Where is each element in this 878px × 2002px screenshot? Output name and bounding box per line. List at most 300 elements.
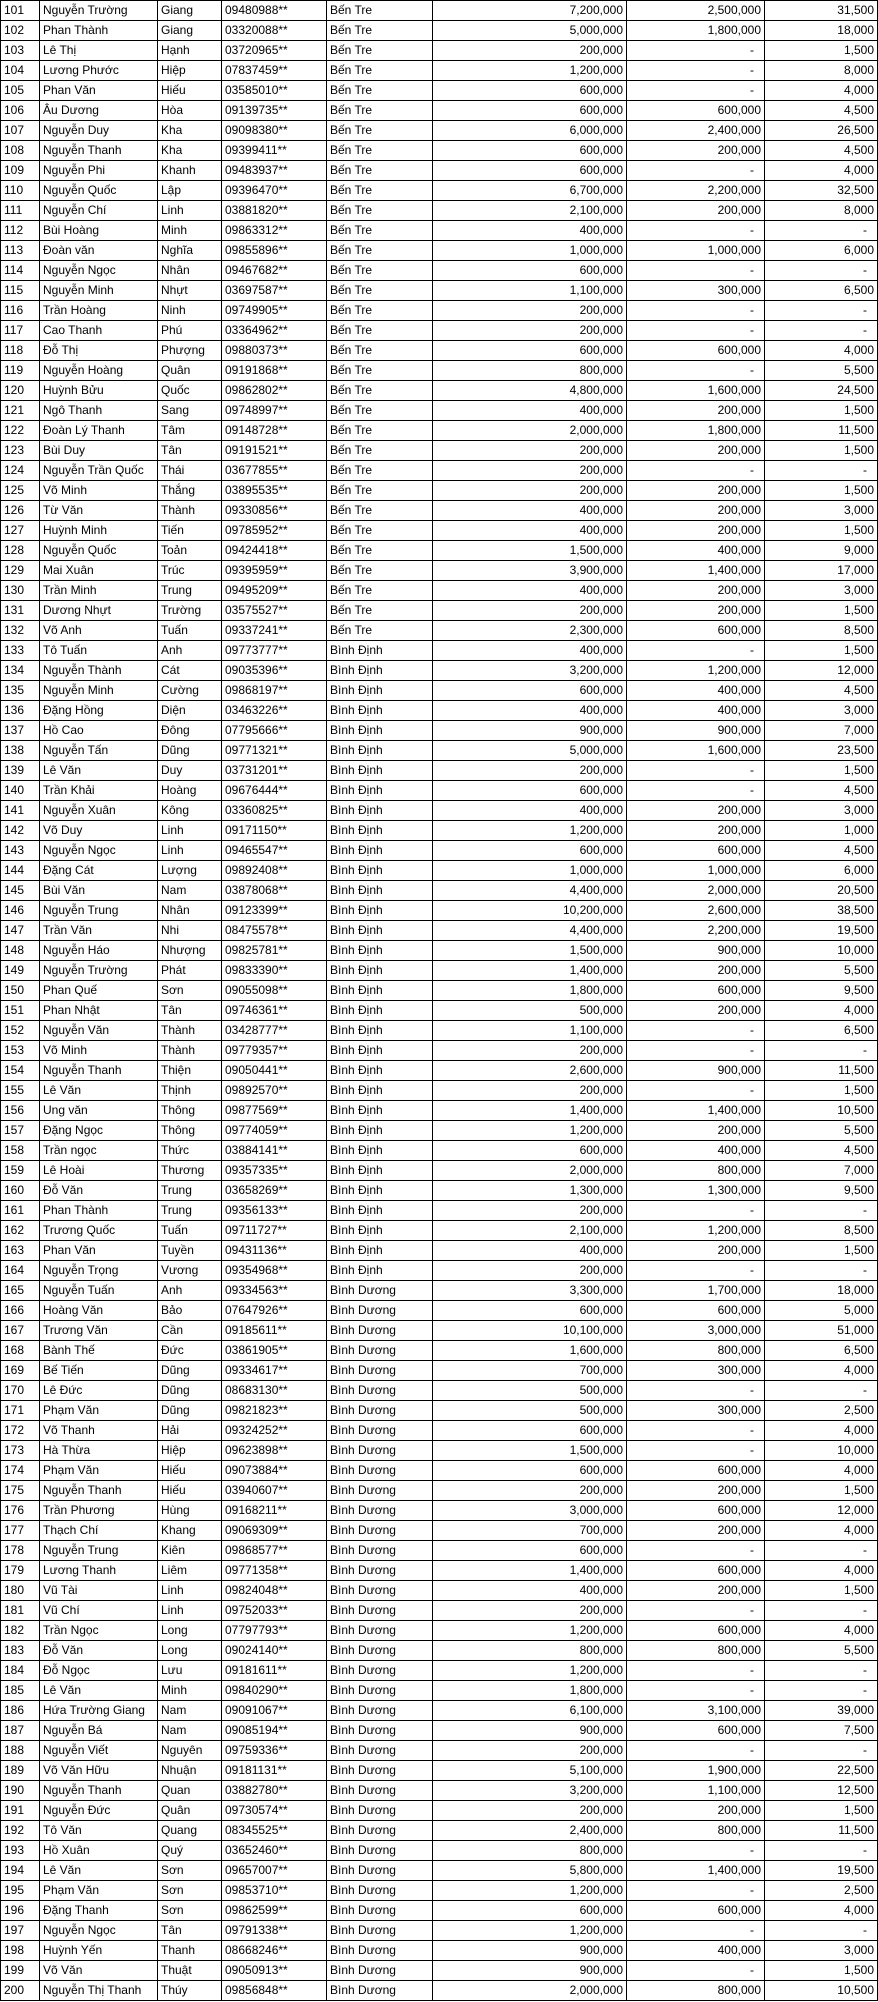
points-cell: 4,000 (765, 341, 878, 361)
table-row (1, 361, 878, 381)
row-number: 113 (1, 241, 40, 261)
amount2-cell: 400,000 (627, 1941, 765, 1961)
surname-cell: Nguyễn Tấn (40, 741, 158, 761)
given-name-cell: Thuật (158, 1961, 222, 1981)
phone-cell: 09465547** (222, 841, 327, 861)
given-name-cell: Quý (158, 1841, 222, 1861)
amount2-cell: 600,000 (627, 1561, 765, 1581)
province-cell: Bến Tre (327, 1, 433, 21)
given-name-cell: Tuấn (158, 621, 222, 641)
given-name-cell: Nam (158, 881, 222, 901)
amount2-cell: 200,000 (627, 1801, 765, 1821)
amount-cell: 1,800,000 (433, 1681, 627, 1701)
amount2-cell: - (627, 161, 765, 181)
phone-cell: 09055098** (222, 981, 327, 1001)
surname-cell: Đặng Thanh (40, 1901, 158, 1921)
surname-cell: Nguyễn Chí (40, 201, 158, 221)
given-name-cell: Linh (158, 1601, 222, 1621)
amount2-cell: - (627, 1741, 765, 1761)
table-row (1, 681, 878, 701)
points-cell: 11,500 (765, 421, 878, 441)
given-name-cell: Đông (158, 721, 222, 741)
given-name-cell: Quan (158, 1781, 222, 1801)
row-number: 169 (1, 1361, 40, 1381)
points-cell: 1,500 (765, 601, 878, 621)
table-row (1, 121, 878, 141)
given-name-cell: Phát (158, 961, 222, 981)
given-name-cell: Vương (158, 1261, 222, 1281)
points-cell: 4,500 (765, 681, 878, 701)
amount-cell: 600,000 (433, 141, 627, 161)
given-name-cell: Minh (158, 221, 222, 241)
phone-cell: 09191521** (222, 441, 327, 461)
province-cell: Bình Định (327, 1081, 433, 1101)
province-cell: Bến Tre (327, 381, 433, 401)
row-number: 115 (1, 281, 40, 301)
province-cell: Bình Dương (327, 1281, 433, 1301)
points-cell: 22,500 (765, 1761, 878, 1781)
surname-cell: Nguyễn Minh (40, 681, 158, 701)
table-body (1, 1, 878, 2001)
table-row (1, 181, 878, 201)
row-number: 191 (1, 1801, 40, 1821)
given-name-cell: Quốc (158, 381, 222, 401)
given-name-cell: Đức (158, 1341, 222, 1361)
row-number: 106 (1, 101, 40, 121)
surname-cell: Nguyễn Văn (40, 1021, 158, 1041)
row-number: 118 (1, 341, 40, 361)
amount2-cell: 3,100,000 (627, 1701, 765, 1721)
amount2-cell: - (627, 81, 765, 101)
amount-cell: 2,000,000 (433, 1161, 627, 1181)
given-name-cell: Giang (158, 1, 222, 21)
amount2-cell: 400,000 (627, 681, 765, 701)
row-number: 181 (1, 1601, 40, 1621)
amount-cell: 400,000 (433, 581, 627, 601)
amount-cell: 700,000 (433, 1521, 627, 1541)
given-name-cell: Tân (158, 1921, 222, 1941)
points-cell: 1,500 (765, 441, 878, 461)
points-cell: 8,000 (765, 61, 878, 81)
surname-cell: Mai Xuân (40, 561, 158, 581)
given-name-cell: Liêm (158, 1561, 222, 1581)
phone-cell: 09069309** (222, 1521, 327, 1541)
given-name-cell: Quang (158, 1821, 222, 1841)
table-row (1, 1741, 878, 1761)
phone-cell: 03677855** (222, 461, 327, 481)
phone-cell: 09431136** (222, 1241, 327, 1261)
amount2-cell: - (627, 41, 765, 61)
amount-cell: 3,000,000 (433, 1501, 627, 1521)
surname-cell: Nguyễn Ngọc (40, 841, 158, 861)
phone-cell: 09892408** (222, 861, 327, 881)
province-cell: Bình Dương (327, 1521, 433, 1541)
province-cell: Bình Dương (327, 1421, 433, 1441)
surname-cell: Lê Văn (40, 761, 158, 781)
row-number: 136 (1, 701, 40, 721)
amount-cell: 200,000 (433, 1481, 627, 1501)
table-row (1, 841, 878, 861)
amount-cell: 6,700,000 (433, 181, 627, 201)
given-name-cell: Khang (158, 1521, 222, 1541)
surname-cell: Hoàng Văn (40, 1301, 158, 1321)
surname-cell: Nguyễn Trọng (40, 1261, 158, 1281)
province-cell: Bình Định (327, 821, 433, 841)
surname-cell: Đoàn văn (40, 241, 158, 261)
points-cell: 4,500 (765, 1141, 878, 1161)
surname-cell: Trần ngọc (40, 1141, 158, 1161)
row-number: 143 (1, 841, 40, 861)
table-row (1, 501, 878, 521)
phone-cell: 09085194** (222, 1721, 327, 1741)
given-name-cell: Kiên (158, 1541, 222, 1561)
given-name-cell: Thiện (158, 1061, 222, 1081)
table-row (1, 321, 878, 341)
surname-cell: Phan Văn (40, 81, 158, 101)
amount-cell: 200,000 (433, 441, 627, 461)
amount2-cell: 1,900,000 (627, 1761, 765, 1781)
points-cell: 4,000 (765, 161, 878, 181)
province-cell: Bến Tre (327, 421, 433, 441)
province-cell: Bến Tre (327, 41, 433, 61)
given-name-cell: Tuyền (158, 1241, 222, 1261)
table-row (1, 1, 878, 21)
amount-cell: 1,400,000 (433, 1101, 627, 1121)
points-cell: 4,500 (765, 141, 878, 161)
phone-cell: 09356133** (222, 1201, 327, 1221)
phone-cell: 09862599** (222, 1901, 327, 1921)
amount-cell: 5,800,000 (433, 1861, 627, 1881)
amount2-cell: - (627, 1841, 765, 1861)
amount2-cell: - (627, 641, 765, 661)
amount2-cell: - (627, 361, 765, 381)
given-name-cell: Nam (158, 1721, 222, 1741)
amount-cell: 3,200,000 (433, 661, 627, 681)
surname-cell: Võ Văn (40, 1961, 158, 1981)
points-cell: 20,500 (765, 881, 878, 901)
province-cell: Bình Định (327, 1041, 433, 1061)
province-cell: Bình Dương (327, 1701, 433, 1721)
table-row (1, 1981, 878, 2001)
province-cell: Bình Dương (327, 1661, 433, 1681)
phone-cell: 09863312** (222, 221, 327, 241)
amount-cell: 200,000 (433, 1801, 627, 1821)
given-name-cell: Linh (158, 1581, 222, 1601)
amount2-cell: - (627, 1881, 765, 1901)
province-cell: Bình Định (327, 1001, 433, 1021)
surname-cell: Bùi Văn (40, 881, 158, 901)
row-number: 124 (1, 461, 40, 481)
amount-cell: 800,000 (433, 1641, 627, 1661)
surname-cell: Tô Tuấn (40, 641, 158, 661)
surname-cell: Trần Khải (40, 781, 158, 801)
given-name-cell: Thông (158, 1121, 222, 1141)
surname-cell: Dương Nhựt (40, 601, 158, 621)
points-cell: 11,500 (765, 1061, 878, 1081)
amount-cell: 500,000 (433, 1001, 627, 1021)
table-row (1, 1601, 878, 1621)
phone-cell: 09791338** (222, 1921, 327, 1941)
province-cell: Bình Định (327, 861, 433, 881)
table-row (1, 441, 878, 461)
amount-cell: 600,000 (433, 1901, 627, 1921)
table-row (1, 1801, 878, 1821)
row-number: 132 (1, 621, 40, 641)
row-number: 152 (1, 1021, 40, 1041)
amount2-cell: 200,000 (627, 1581, 765, 1601)
phone-cell: 09657007** (222, 1861, 327, 1881)
amount2-cell: 200,000 (627, 441, 765, 461)
surname-cell: Võ Minh (40, 1041, 158, 1061)
phone-cell: 03360825** (222, 801, 327, 821)
province-cell: Bình Định (327, 1021, 433, 1041)
province-cell: Bình Dương (327, 1681, 433, 1701)
surname-cell: Nguyễn Trung (40, 901, 158, 921)
amount2-cell: 800,000 (627, 1821, 765, 1841)
points-cell: 5,500 (765, 1121, 878, 1141)
amount2-cell: 600,000 (627, 341, 765, 361)
surname-cell: Đặng Cát (40, 861, 158, 881)
amount2-cell: 900,000 (627, 721, 765, 741)
phone-cell: 09357335** (222, 1161, 327, 1181)
amount2-cell: 2,600,000 (627, 901, 765, 921)
amount2-cell: 800,000 (627, 1341, 765, 1361)
surname-cell: Đỗ Thị (40, 341, 158, 361)
amount-cell: 1,200,000 (433, 1661, 627, 1681)
amount2-cell: 1,000,000 (627, 861, 765, 881)
phone-cell: 09862802** (222, 381, 327, 401)
phone-cell: 09334617** (222, 1361, 327, 1381)
row-number: 148 (1, 941, 40, 961)
phone-cell: 09779357** (222, 1041, 327, 1061)
surname-cell: Nguyễn Tuấn (40, 1281, 158, 1301)
points-cell: 4,500 (765, 781, 878, 801)
row-number: 104 (1, 61, 40, 81)
points-cell: 8,500 (765, 1221, 878, 1241)
surname-cell: Nguyễn Trường (40, 961, 158, 981)
amount2-cell: 200,000 (627, 601, 765, 621)
province-cell: Bình Định (327, 1061, 433, 1081)
amount2-cell: 200,000 (627, 801, 765, 821)
province-cell: Bình Dương (327, 1461, 433, 1481)
amount-cell: 1,400,000 (433, 1561, 627, 1581)
surname-cell: Đỗ Văn (40, 1641, 158, 1661)
row-number: 101 (1, 1, 40, 21)
surname-cell: Lê Thị (40, 41, 158, 61)
table-row (1, 1061, 878, 1081)
points-cell: 9,000 (765, 541, 878, 561)
table-row (1, 621, 878, 641)
row-number: 192 (1, 1821, 40, 1841)
given-name-cell: Dũng (158, 1381, 222, 1401)
amount-cell: 1,200,000 (433, 61, 627, 81)
given-name-cell: Hiếu (158, 1461, 222, 1481)
row-number: 112 (1, 221, 40, 241)
amount-cell: 400,000 (433, 701, 627, 721)
given-name-cell: Kông (158, 801, 222, 821)
row-number: 129 (1, 561, 40, 581)
surname-cell: Nguyễn Đức (40, 1801, 158, 1821)
row-number: 180 (1, 1581, 40, 1601)
points-cell: - (765, 1921, 878, 1941)
table-row (1, 1341, 878, 1361)
province-cell: Bến Tre (327, 201, 433, 221)
amount-cell: 600,000 (433, 341, 627, 361)
table-row (1, 1681, 878, 1701)
points-cell: 4,000 (765, 1901, 878, 1921)
amount-cell: 200,000 (433, 1741, 627, 1761)
points-cell: 4,000 (765, 1361, 878, 1381)
amount2-cell: 600,000 (627, 841, 765, 861)
amount2-cell: 200,000 (627, 961, 765, 981)
province-cell: Bình Định (327, 1101, 433, 1121)
province-cell: Bình Dương (327, 1841, 433, 1861)
table-row (1, 641, 878, 661)
row-number: 176 (1, 1501, 40, 1521)
phone-cell: 09185611** (222, 1321, 327, 1341)
points-cell: 10,000 (765, 941, 878, 961)
amount-cell: 5,000,000 (433, 741, 627, 761)
given-name-cell: Diện (158, 701, 222, 721)
province-cell: Bến Tre (327, 281, 433, 301)
province-cell: Bến Tre (327, 361, 433, 381)
surname-cell: Trần Ngọc (40, 1621, 158, 1641)
phone-cell: 09050913** (222, 1961, 327, 1981)
amount2-cell: - (627, 261, 765, 281)
row-number: 171 (1, 1401, 40, 1421)
province-cell: Bình Định (327, 901, 433, 921)
phone-cell: 03652460** (222, 1841, 327, 1861)
points-cell: 2,500 (765, 1401, 878, 1421)
amount-cell: 200,000 (433, 301, 627, 321)
row-number: 126 (1, 501, 40, 521)
given-name-cell: Trúc (158, 561, 222, 581)
phone-cell: 09171150** (222, 821, 327, 841)
points-cell: 4,500 (765, 101, 878, 121)
table-row (1, 81, 878, 101)
surname-cell: Hồ Xuân (40, 1841, 158, 1861)
phone-cell: 09495209** (222, 581, 327, 601)
table-row (1, 1181, 878, 1201)
surname-cell: Tô Văn (40, 1821, 158, 1841)
amount-cell: 1,200,000 (433, 1921, 627, 1941)
row-number: 153 (1, 1041, 40, 1061)
row-number: 159 (1, 1161, 40, 1181)
amount2-cell: - (627, 221, 765, 241)
amount-cell: 200,000 (433, 1201, 627, 1221)
amount-cell: 2,100,000 (433, 1221, 627, 1241)
surname-cell: Phạm Văn (40, 1881, 158, 1901)
row-number: 190 (1, 1781, 40, 1801)
amount2-cell: 1,700,000 (627, 1281, 765, 1301)
amount2-cell: - (627, 1541, 765, 1561)
province-cell: Bình Dương (327, 1481, 433, 1501)
row-number: 155 (1, 1081, 40, 1101)
points-cell: - (765, 261, 878, 281)
province-cell: Bến Tre (327, 301, 433, 321)
table-row (1, 1141, 878, 1161)
points-cell: - (765, 301, 878, 321)
table-row (1, 461, 878, 481)
row-number: 178 (1, 1541, 40, 1561)
points-cell: 1,500 (765, 1481, 878, 1501)
points-cell: 4,000 (765, 1521, 878, 1541)
given-name-cell: Thịnh (158, 1081, 222, 1101)
phone-cell: 03895535** (222, 481, 327, 501)
given-name-cell: Sơn (158, 1861, 222, 1881)
province-cell: Bến Tre (327, 81, 433, 101)
row-number: 140 (1, 781, 40, 801)
points-cell: - (765, 1681, 878, 1701)
amount2-cell: 200,000 (627, 521, 765, 541)
phone-cell: 09123399** (222, 901, 327, 921)
row-number: 174 (1, 1461, 40, 1481)
row-number: 102 (1, 21, 40, 41)
table-row (1, 1881, 878, 1901)
province-cell: Bình Dương (327, 1341, 433, 1361)
amount-cell: 600,000 (433, 161, 627, 181)
amount-cell: 10,200,000 (433, 901, 627, 921)
table-row (1, 1501, 878, 1521)
row-number: 156 (1, 1101, 40, 1121)
points-cell: 31,500 (765, 1, 878, 21)
amount2-cell: 800,000 (627, 1161, 765, 1181)
amount-cell: 1,300,000 (433, 1181, 627, 1201)
amount2-cell: 1,000,000 (627, 241, 765, 261)
amount-cell: 500,000 (433, 1401, 627, 1421)
table-row (1, 1641, 878, 1661)
amount2-cell: 2,200,000 (627, 921, 765, 941)
province-cell: Bình Dương (327, 1921, 433, 1941)
row-number: 183 (1, 1641, 40, 1661)
row-number: 125 (1, 481, 40, 501)
amount-cell: 900,000 (433, 1961, 627, 1981)
row-number: 133 (1, 641, 40, 661)
row-number: 187 (1, 1721, 40, 1741)
phone-cell: 09785952** (222, 521, 327, 541)
surname-cell: Vũ Tài (40, 1581, 158, 1601)
points-cell: 24,500 (765, 381, 878, 401)
table-row (1, 941, 878, 961)
phone-cell: 03428777** (222, 1021, 327, 1041)
points-cell: 32,500 (765, 181, 878, 201)
given-name-cell: Nhựt (158, 281, 222, 301)
given-name-cell: Kha (158, 121, 222, 141)
amount-cell: 600,000 (433, 1541, 627, 1561)
given-name-cell: Minh (158, 1681, 222, 1701)
row-number: 194 (1, 1861, 40, 1881)
amount-cell: 200,000 (433, 1261, 627, 1281)
amount-cell: 200,000 (433, 761, 627, 781)
surname-cell: Võ Anh (40, 621, 158, 641)
surname-cell: Đoàn Lý Thanh (40, 421, 158, 441)
phone-cell: 09395959** (222, 561, 327, 581)
province-cell: Bến Tre (327, 261, 433, 281)
given-name-cell: Toản (158, 541, 222, 561)
amount2-cell: 800,000 (627, 1981, 765, 2001)
surname-cell: Phan Nhật (40, 1001, 158, 1021)
surname-cell: Nguyễn Trung (40, 1541, 158, 1561)
given-name-cell: Anh (158, 1281, 222, 1301)
given-name-cell: Trung (158, 581, 222, 601)
surname-cell: Trần Hoàng (40, 301, 158, 321)
amount2-cell: 1,300,000 (627, 1181, 765, 1201)
province-cell: Bến Tre (327, 561, 433, 581)
phone-cell: 08668246** (222, 1941, 327, 1961)
table-row (1, 541, 878, 561)
amount2-cell: 1,600,000 (627, 741, 765, 761)
given-name-cell: Tuấn (158, 1221, 222, 1241)
